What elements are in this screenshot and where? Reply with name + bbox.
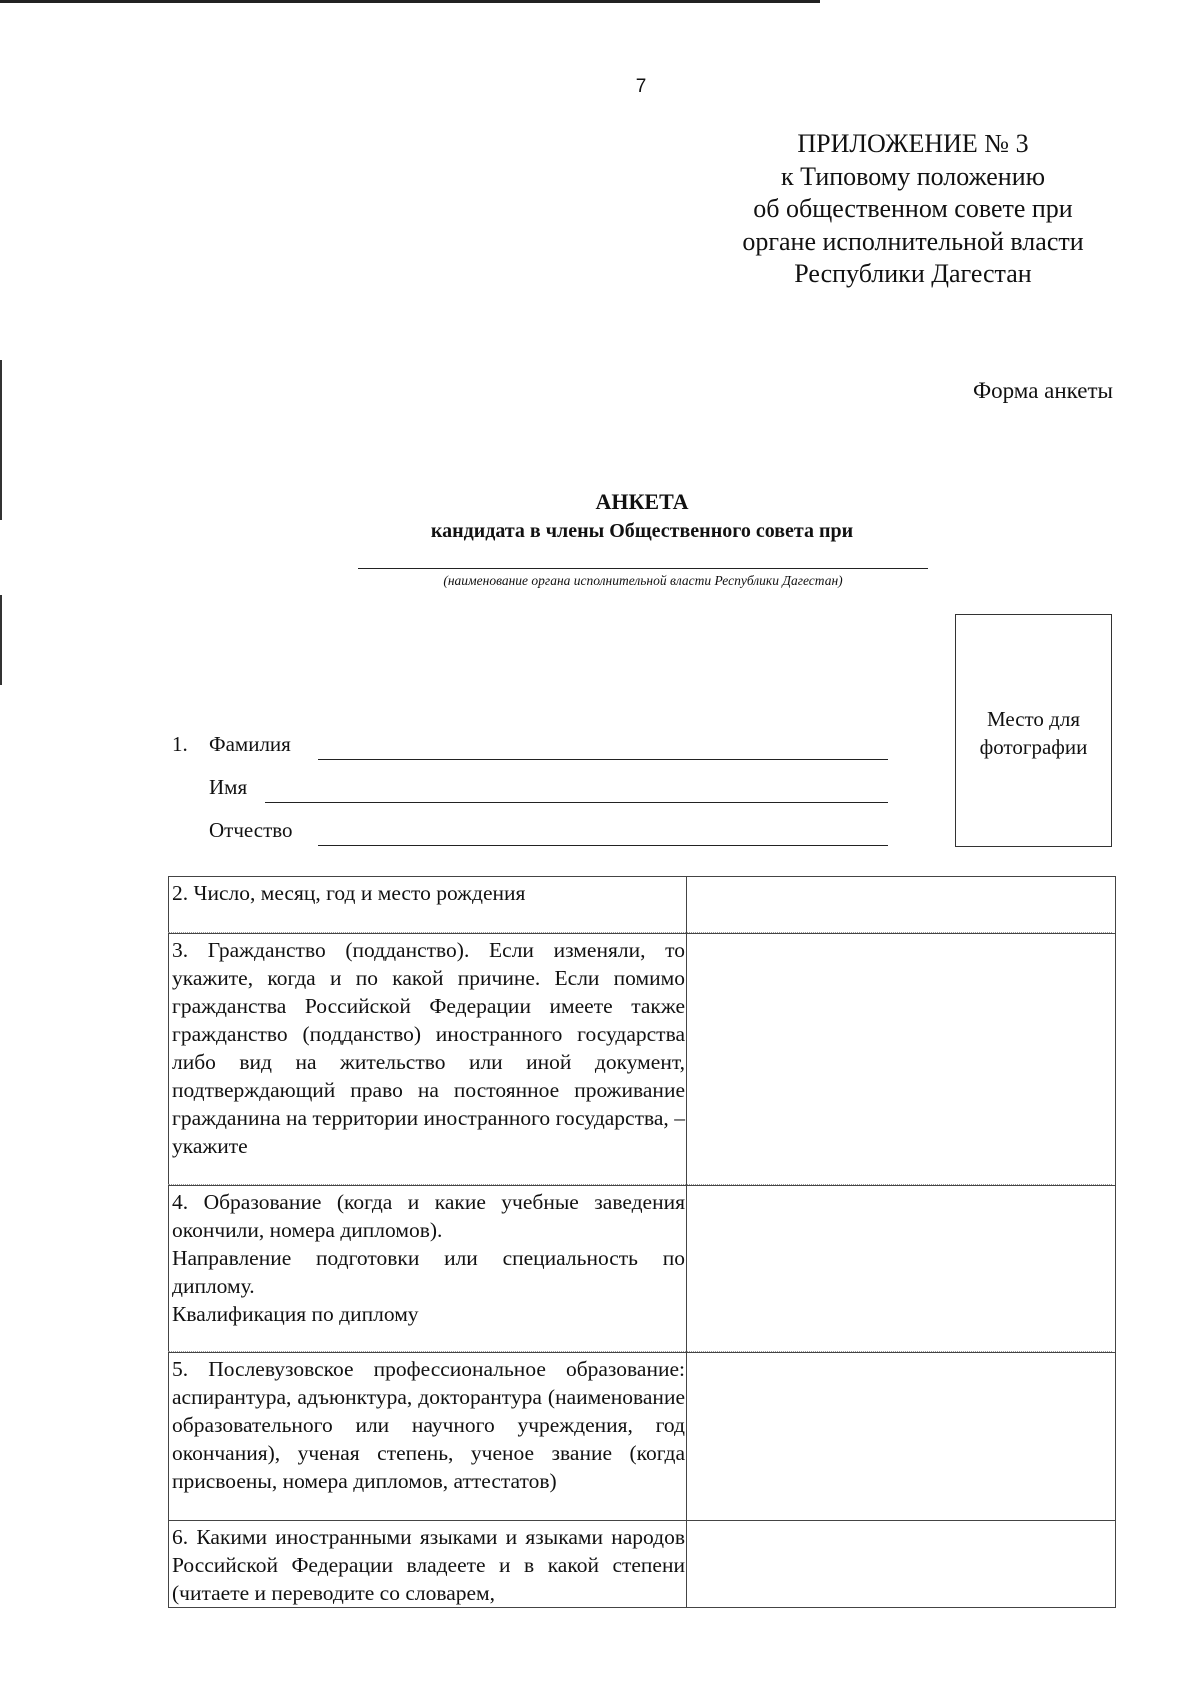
- appendix-title: ПРИЛОЖЕНИЕ № 3: [797, 129, 1029, 158]
- row-separator: [168, 932, 1112, 933]
- table-row: [169, 1353, 1116, 1521]
- row-separator: [168, 1184, 1112, 1185]
- title-block: [342, 488, 942, 546]
- surname-label: Фамилия: [209, 732, 291, 756]
- answer-cell[interactable]: [687, 934, 1116, 1186]
- answer-cell[interactable]: [687, 1186, 1116, 1353]
- table-row: [169, 1521, 1116, 1608]
- photo-label: [956, 705, 1111, 761]
- scan-edge-top: [0, 0, 820, 3]
- question-cell: 5. Послевузовское профессиональное образование: аспирантура, адъюнктура, докторантура (наименование образовательного или научного учреждения, год окончания), ученая степень, ученое звание (когда присвоены, номера дипломов, аттестатов): [169, 1353, 687, 1521]
- questionnaire-table: [168, 876, 1116, 1608]
- photo-placeholder: [955, 614, 1112, 847]
- answer-cell[interactable]: [687, 1521, 1116, 1608]
- page-number: 7: [635, 76, 647, 97]
- photo-label-line: фотографии: [979, 735, 1088, 759]
- question-text: Направление подготовки или специальность по диплому.: [172, 1246, 685, 1298]
- table-row: [169, 934, 1116, 1186]
- question-cell: 6. Какими иностранными языками и языками народов Российской Федерации владеете и в какой степени (читаете и переводите со словарем,: [169, 1521, 687, 1608]
- first-name-label: Имя: [209, 775, 248, 799]
- org-name-caption: (наименование органа исполнительной власти Республики Дагестан): [443, 573, 843, 588]
- row-separator: [168, 1351, 1112, 1352]
- first-name-line[interactable]: [265, 802, 888, 803]
- document-subtitle: кандидата в члены Общественного совета при: [430, 520, 854, 542]
- item-number: 1.: [172, 732, 188, 756]
- scan-edge-left: [0, 360, 2, 520]
- table-row: [169, 877, 1116, 934]
- appendix-line: об общественном совете при: [753, 194, 1073, 223]
- patronymic-label: Отчество: [209, 818, 293, 842]
- appendix-line: Республики Дагестан: [794, 259, 1032, 288]
- org-name-line[interactable]: [358, 568, 928, 569]
- photo-label-line: Место для: [986, 707, 1081, 731]
- document-title: АНКЕТА: [595, 489, 689, 514]
- patronymic-line[interactable]: [318, 845, 888, 846]
- answer-cell[interactable]: [687, 877, 1116, 934]
- appendix-line: органе исполнительной власти: [742, 226, 1084, 256]
- answer-cell[interactable]: [687, 1353, 1116, 1521]
- appendix-block: [698, 128, 1128, 291]
- question-text: 4. Образование (когда и какие учебные заведения окончили, номера дипломов).: [172, 1190, 685, 1242]
- surname-line[interactable]: [318, 759, 888, 760]
- question-cell: 3. Гражданство (подданство). Если изменяли, то укажите, когда и по какой причине. Если помимо гражданства Российской Федерации имеете также гражданство (подданство) иностранного государства либо вид на жительство или иной документ, подтверждающий право на постоянное проживание гражданина на территории иностранного государства, – укажите: [169, 934, 687, 1186]
- question-cell: 2. Число, месяц, год и место рождения: [169, 877, 687, 934]
- table-row: [169, 1186, 1116, 1353]
- scan-edge-left-lower: [0, 595, 2, 685]
- question-cell: [169, 1186, 687, 1353]
- form-label: Форма анкеты: [972, 378, 1113, 403]
- appendix-line: к Типовому положению: [780, 161, 1046, 191]
- question-text: Квалификация по диплому: [172, 1302, 419, 1326]
